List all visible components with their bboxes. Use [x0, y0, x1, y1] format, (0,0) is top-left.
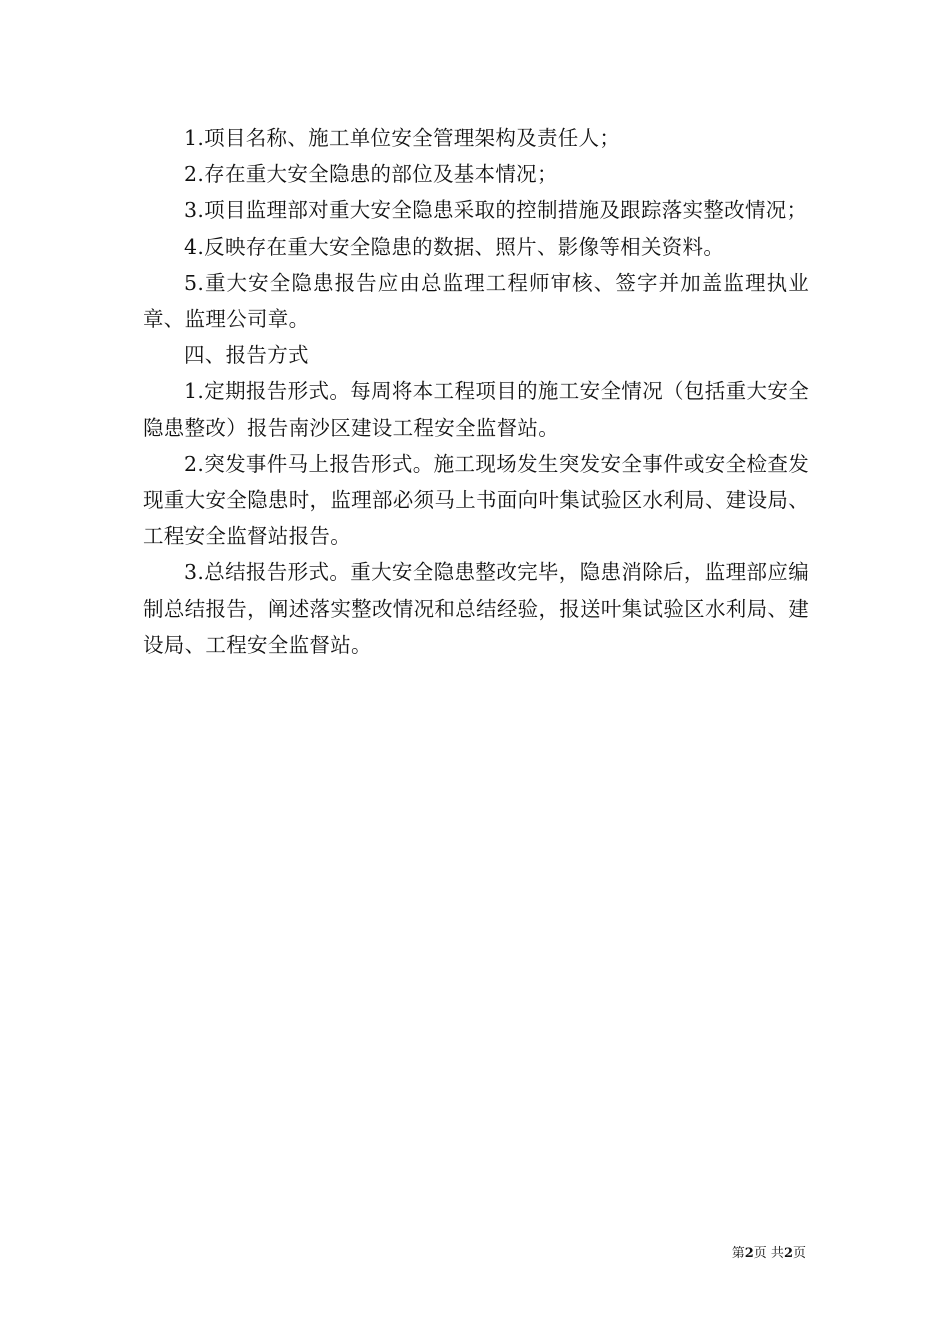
section-heading: 四、报告方式	[184, 343, 309, 368]
list-item: 1.项目名称、施工单位安全管理架构及责任人；	[184, 126, 621, 150]
footer-suffix: 页	[792, 1246, 806, 1261]
total-page-number: 2	[783, 1246, 793, 1261]
list-item: 3.项目监理部对重大安全隐患采取的控制措施及跟踪落实整改情况；	[184, 198, 808, 223]
footer-middle: 页 共	[753, 1246, 784, 1261]
list-item: 3.总结报告形式。重大安全隐患整改完毕，隐患消除后，监理部应编制总结报告，阐述落实整改情况和总结经验，报送叶集试验区水利局、建设局、工程安全监督站。	[143, 560, 809, 657]
list-item: 2.突发事件马上报告形式。施工现场发生突发安全事件或安全检查发现重大安全隐患时，监理部必须马上书面向叶集试验区水利局、建设局、工程安全监督站报告。	[143, 451, 809, 549]
list-item: 2.存在重大安全隐患的部位及基本情况；	[184, 162, 558, 187]
list-item: 5.重大安全隐患报告应由总监理工程师审核、签字并加盖监理执业章、监理公司章。	[143, 270, 809, 332]
current-page-number: 2	[744, 1246, 754, 1261]
footer-prefix: 第	[731, 1246, 745, 1261]
document-body	[143, 120, 809, 663]
list-item: 4.反映存在重大安全隐患的数据、照片、影像等相关资料。	[184, 234, 725, 259]
list-item: 1.定期报告形式。每周将本工程项目的施工安全情况（包括重大安全隐患整改）报告南沙区建设工程安全监督站。	[143, 379, 809, 440]
page-number-footer	[0, 1246, 806, 1262]
